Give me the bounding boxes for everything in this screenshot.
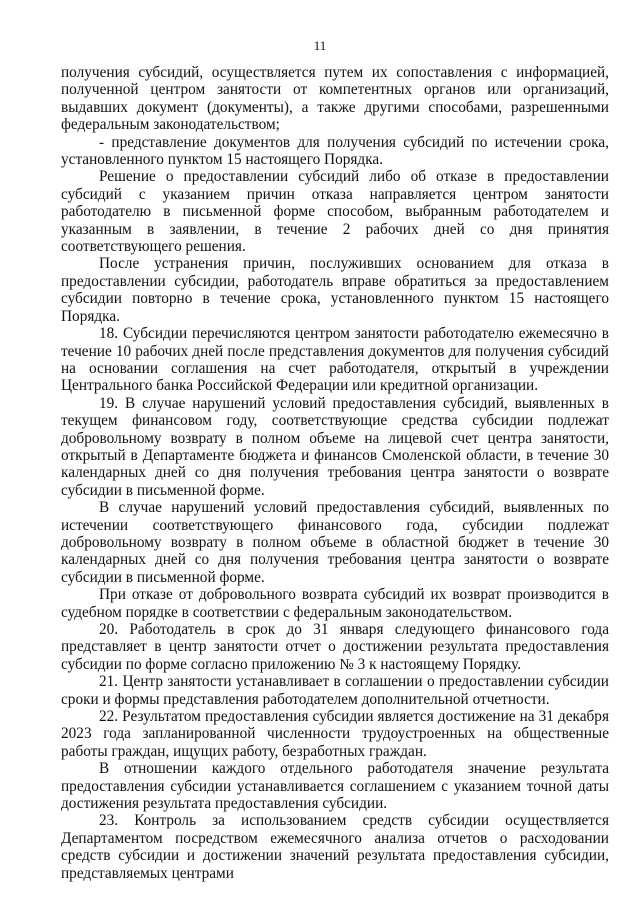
paragraph-item-22: 22. Результатом предоставления субсидии является достижение на 31 декабря 2023 года запланированной численности трудоустроенных на общественные работы граждан, ищущих работу, безработных граждан. xyxy=(61,708,609,760)
paragraph-item-21: 21. Центр занятости устанавливает в соглашении о предоставлении субсидии сроки и формы представления работодателем дополнительной отчетности. xyxy=(61,673,609,708)
paragraph-decision-notice: Решение о предоставлении субсидий либо об отказе в предоставлении субсидий с указанием причин отказа направляется центром занятости работодателю в письменной форме способом, выбранным работодателем и указанным в заявлении, в течение 2 рабочих дней со дня принятия соответствующего решения. xyxy=(61,168,609,256)
paragraph-item-23: 23. Контроль за использованием средств субсидии осуществляется Департаментом посредством ежемесячного анализа отчетов о расходовании средств субсидии и достижении значений результата предоставления субсидии, представляемых центрами xyxy=(61,812,609,882)
document-body xyxy=(61,64,609,882)
paragraph-item-19-refusal: При отказе от добровольного возврата субсидий их возврат производится в судебном порядке в соответствии с федеральным законодательством. xyxy=(61,586,609,621)
page-number: 11 xyxy=(313,38,327,53)
paragraph-continuation: получения субсидий, осуществляется путем их сопоставления с информацией, полученной центром занятости от компетентных органов или организаций, выдавших документ (документы), а также другими способами, разрешенными федеральным законодательством; xyxy=(61,64,609,134)
paragraph-item-20: 20. Работодатель в срок до 31 января следующего финансового года представляет в центр занятости отчет о достижении результата предоставления субсидии по форме согласно приложению № 3 к настоящему Порядку. xyxy=(61,621,609,673)
paragraph-late-documents: - представление документов для получения субсидий по истечении срока, установленного пунктом 15 настоящего Порядка. xyxy=(61,133,609,169)
paragraph-item-22-value: В отношении каждого отдельного работодателя значение результата предоставления субсидии устанавливается соглашением с указанием точной даты достижения результата предоставления субсидии. xyxy=(61,760,609,813)
paragraph-item-18: 18. Субсидии перечисляются центром занятости работодателю ежемесячно в течение 10 рабочих дней после представления документов для получения субсидий на основании соглашения на счет работодателя, открытый в учреждении Центрального банка Российской Федерации или кредитной организации. xyxy=(61,325,609,395)
paragraph-reapply: После устранения причин, послуживших основанием для отказа в предоставлении субсидии, работодатель вправе обратиться за предоставлением субсидии повторно в течение срока, установленного пунктом 15 настоящего Порядка. xyxy=(61,255,609,325)
paragraph-item-19-next-year: В случае нарушений условий предоставления субсидий, выявленных по истечении соответствующего финансового года, субсидии подлежат добровольному возврату в полном объеме в областной бюджет в течение 30 календарных дней со дня получения требования центра занятости о возврате субсидии в письменной форме. xyxy=(61,499,609,586)
paragraph-item-19: 19. В случае нарушений условий предоставления субсидий, выявленных в текущем финансовом году, соответствующие средства субсидии подлежат добровольному возврату в полном объеме на лицевой счет центра занятости, открытый в Департаменте бюджета и финансов Смоленской области, в течение 30 календарных дней со дня получения требования центра занятости о возврате субсидии в письменной форме. xyxy=(61,394,609,499)
